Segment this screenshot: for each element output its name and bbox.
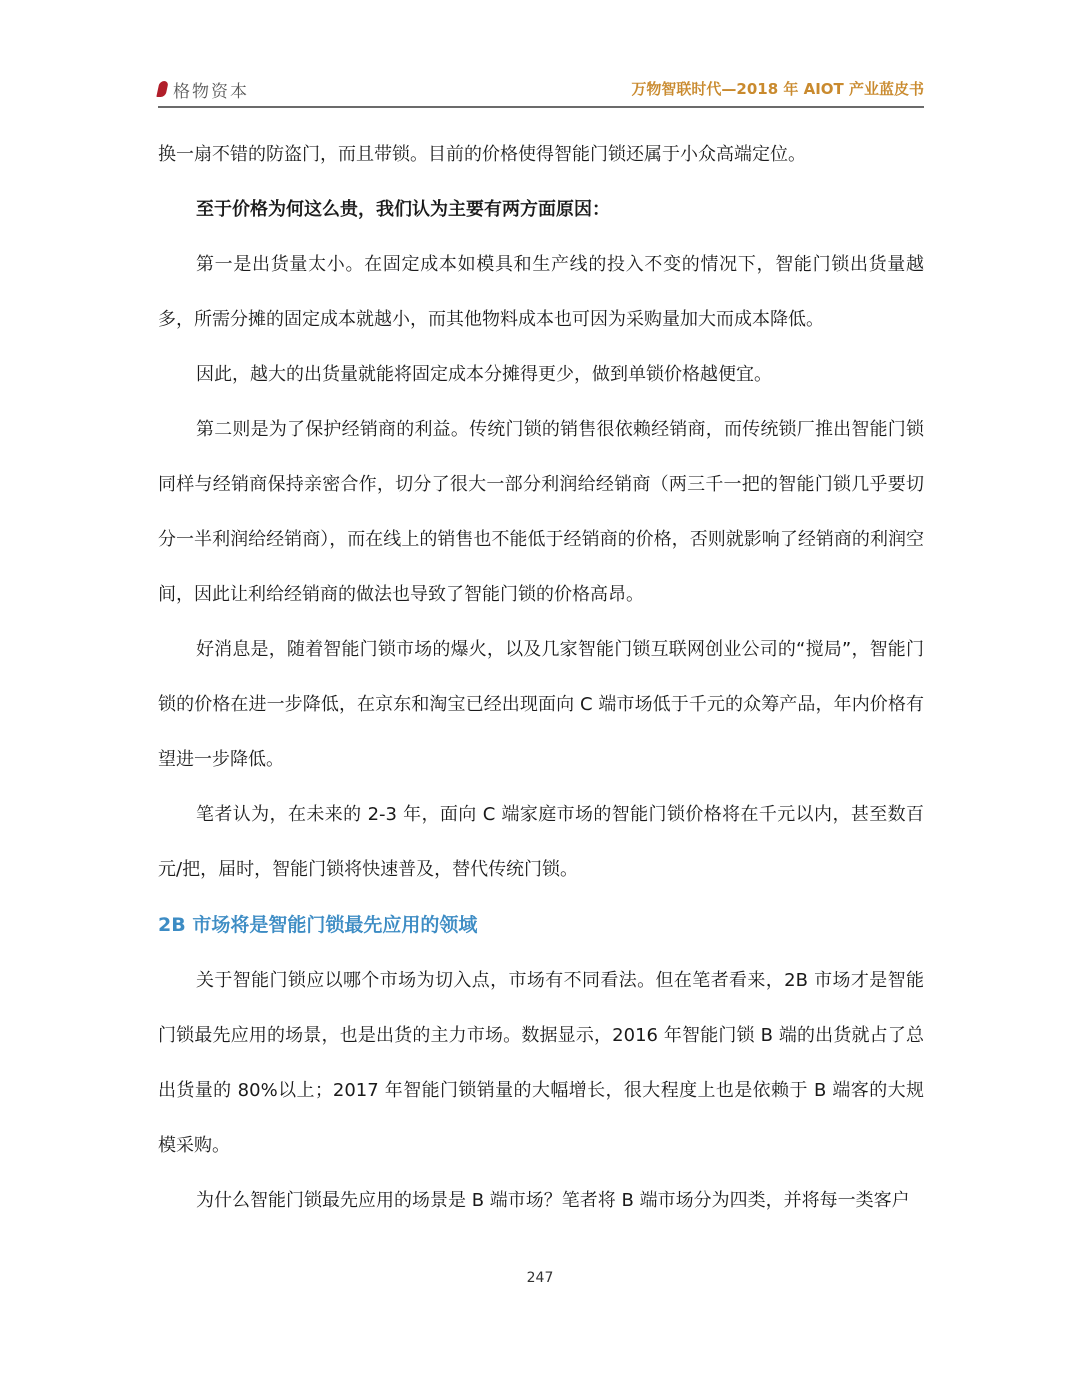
logo [158, 78, 249, 100]
paragraph: 因此，越大的出货量就能将固定成本分摊得更少，做到单锁价格越便宜。 [196, 364, 772, 385]
bold-paragraph: 至于价格为何这么贵，我们认为主要有两方面原因： [196, 199, 610, 220]
logo-text: 格物资本 [173, 81, 249, 102]
document-title: 万物智联时代—2018 年 AIOT 产业蓝皮书 [631, 80, 924, 98]
paragraph: 关于智能门锁应以哪个市场为切入点，市场有不同看法。但在笔者看来，2B 市场才是智能门锁最先应用的场景，也是出货的主力市场。数据显示，2016 年智能门锁 B 端的出货就占了总出货量的 80%以上；2017 年智能门锁销量的大幅增长，很大程度上也是依赖于 B 端客的大规模采购。 [158, 970, 924, 1156]
paragraph: 笔者认为，在未来的 2-3 年，面向 C 端家庭市场的智能门锁价格将在千元以内，甚至数百元/把，届时，智能门锁将快速普及，替代传统门锁。 [158, 804, 924, 880]
body-text [158, 127, 924, 1228]
paragraph: 好消息是，随着智能门锁市场的爆火，以及几家智能门锁互联网创业公司的“搅局”，智能门锁的价格在进一步降低，在京东和淘宝已经出现面向 C 端市场低于千元的众筹产品，年内价格有望进一步降低。 [158, 639, 924, 770]
paragraph: 第二则是为了保护经销商的利益。传统门锁的销售很依赖经销商，而传统锁厂推出智能门锁同样与经销商保持亲密合作，切分了很大一部分利润给经销商（两三千一把的智能门锁几乎要切分一半利润给经销商），而在线上的销售也不能低于经销商的价格，否则就影响了经销商的利润空间，因此让利给经销商的做法也导致了智能门锁的价格高昂。 [158, 419, 924, 605]
paragraph: 换一扇不错的防盗门，而且带锁。目前的价格使得智能门锁还属于小众高端定位。 [158, 144, 806, 165]
paragraph: 为什么智能门锁最先应用的场景是 B 端市场？笔者将 B 端市场分为四类，并将每一类客户 [196, 1190, 910, 1211]
page-header [158, 72, 924, 108]
logo-mark-icon [156, 81, 168, 97]
section-heading: 2B 市场将是智能门锁最先应用的领域 [158, 914, 478, 936]
paragraph: 第一是出货量太小。在固定成本如模具和生产线的投入不变的情况下，智能门锁出货量越多，所需分摊的固定成本就越小，而其他物料成本也可因为采购量加大而成本降低。 [158, 254, 924, 330]
page-number: 247 [526, 1270, 554, 1286]
